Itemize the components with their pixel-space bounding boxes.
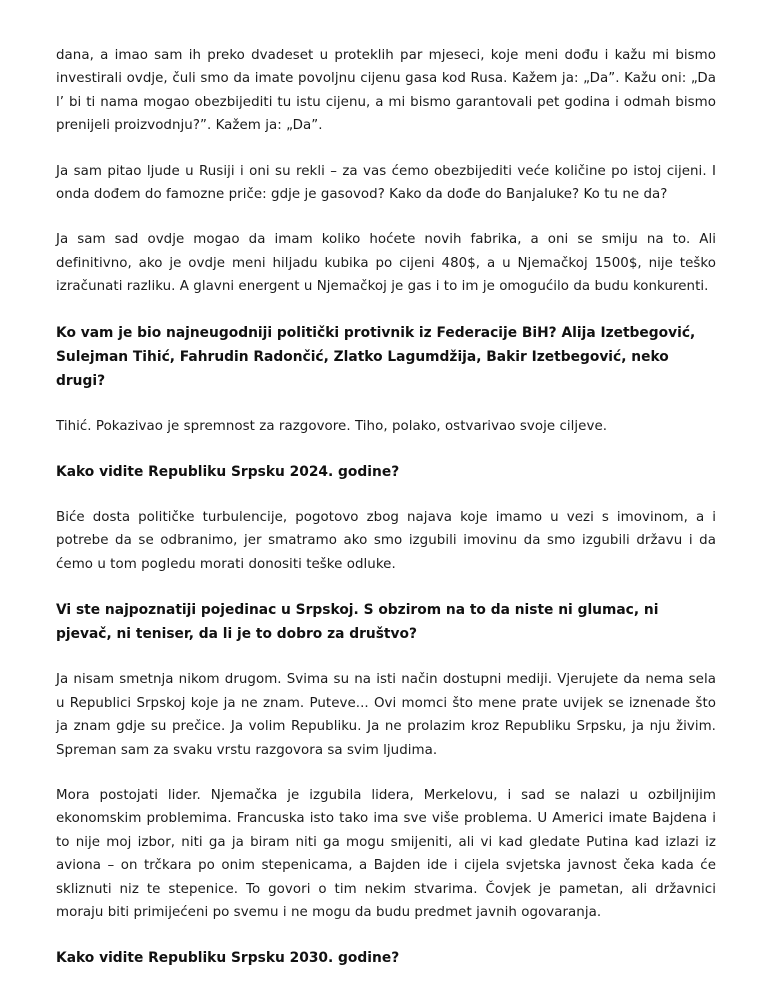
interview-question: Vi ste najpoznatiji pojedinac u Srpskoj. S obzirom na to da niste ni glumac, ni pjevač, ni teniser, da li je to dobro za društvo?: [56, 602, 659, 643]
document-page: [56, 44, 716, 992]
interview-question: Kako vidite Republiku Srpsku 2030. godine?: [56, 950, 400, 967]
paragraph: Ja nisam smetnja nikom drugom. Svima su na isti način dostupni mediji. Vjerujete da nema sela u Republici Srpskoj koje ja ne znam. Puteve... Ovi momci što mene prate uvijek se iznenade što ja znam gdje su prečice. Ja volim Republiku. Ja ne prolazim kroz Republiku Srpsku, ja nju živim. Spreman sam za svaku vrstu razgovora sa svim ljudima.: [56, 672, 716, 758]
interview-question: Kako vidite Republiku Srpsku 2024. godine?: [56, 464, 400, 481]
paragraph: Biće dosta političke turbulencije, pogotovo zbog najava koje imamo u vezi s imovinom, a i potrebe da se odbranimo, jer smatramo ako smo izgubili imovinu da smo izgubili državu i da ćemo u tom pogledu morati donositi teške odluke.: [56, 510, 716, 572]
paragraph: Ja sam pitao ljude u Rusiji i oni su rekli – za vas ćemo obezbijediti veće količine po istoj cijeni. I onda dođem do famozne priče: gdje je gasovod? Kako da dođe do Banjaluke? Ko tu ne da?: [56, 163, 716, 203]
paragraph: Tihić. Pokazivao je spremnost za razgovore. Tiho, polako, ostvarivao svoje ciljeve.: [56, 418, 608, 434]
interview-question: Ko vam je bio najneugodniji politički protivnik iz Federacije BiH? Alija Izetbegović, Sulejman Tihić, Fahrudin Radončić, Zlatko Lagumdžija, Bakir Izetbegović, neko drugi?: [56, 324, 696, 389]
paragraph: dana, a imao sam ih preko dvadeset u proteklih par mjeseci, koje meni dođu i kažu mi bismo investirali ovdje, čuli smo da imate povoljnu cijenu gasa kod Rusa. Kažem ja: „Da”. Kažu oni: „Da l’ bi ti nama mogao obezbijediti tu istu cijenu, a mi bismo garantovali pet godina i odmah bismo prenijeli proizvodnju?”. Kažem ja: „Da”.: [56, 48, 716, 134]
paragraph: Ja sam sad ovdje mogao da imam koliko hoćete novih fabrika, a oni se smiju na to. Ali definitivno, ako je ovdje meni hiljadu kubika po cijeni 480$, a u Njemačkoj 1500$, nije teško izračunati razliku. A glavni energent u Njemačkoj je gas i to im je omogućilo da budu konkurenti.: [56, 232, 716, 295]
paragraph: Mora postojati lider. Njemačka je izgubila lidera, Merkelovu, i sad se nalazi u ozbiljnijim ekonomskim problemima. Francuska isto tako ima sve više problema. U Americi imate Bajdena i to nije moj izbor, niti ga ja biram niti ga mogu smijeniti, ali vi kad gledate Putina kad izlazi iz aviona – on trčkara po onim stepenicama, a Bajden ide i cijela svjetska javnost čeka kada će skliznuti niz te stepenice. To govori o tim nekim stvarima. Čovjek je pametan, ali državnici moraju biti primijećeni po svemu i ne mogu da budu predmet javnih ogovaranja.: [56, 787, 716, 920]
